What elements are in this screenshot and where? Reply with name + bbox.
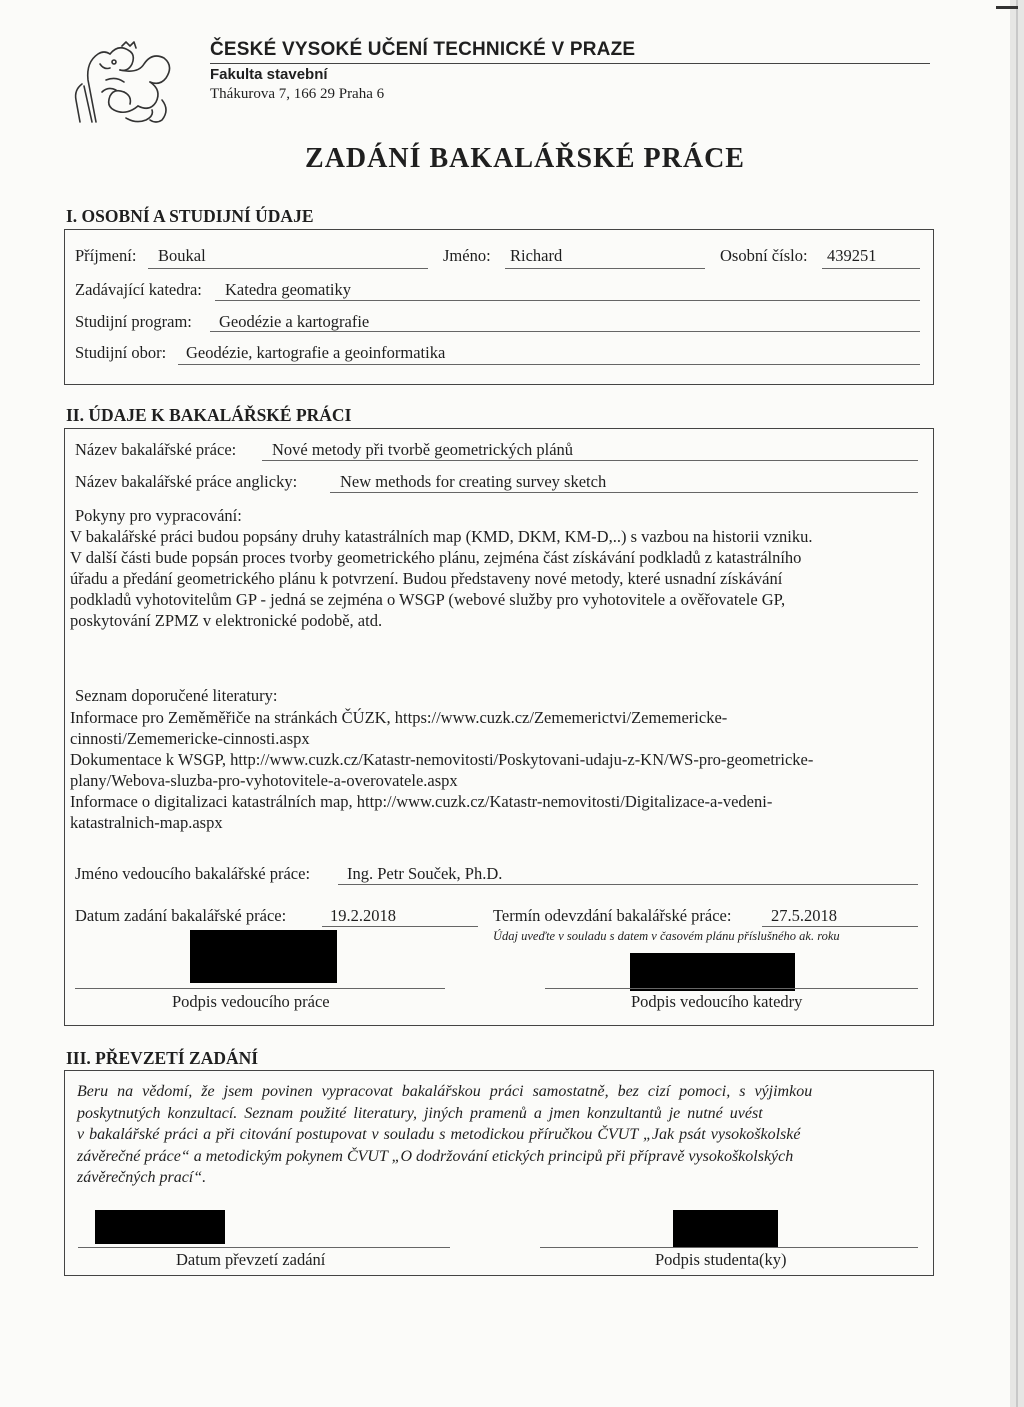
document-title: ZADÁNÍ BAKALÁŘSKÉ PRÁCE xyxy=(305,143,745,174)
faculty-name: Fakulta stavební xyxy=(210,66,328,83)
header-rule xyxy=(210,63,930,64)
literature-list xyxy=(70,707,930,833)
redacted-student-signature xyxy=(673,1210,778,1248)
literature-line: Informace pro Zeměměřiče na stránkách ČÚZK, https://www.cuzk.cz/Zememerictvi/Zememericke- xyxy=(70,708,728,727)
section3-heading: III. PŘEVZETÍ ZADÁNÍ xyxy=(66,1048,259,1068)
declaration-text xyxy=(77,1081,917,1189)
department-label: Zadávající katedra: xyxy=(75,280,202,299)
instructions-text xyxy=(70,526,930,631)
declaration-line: Beru na vědomí, že jsem povinen vypracovat bakalářskou práci samostatně, bez cizí pomoci, s výjimkou xyxy=(77,1083,813,1100)
receipt-date-line xyxy=(78,1247,450,1248)
declaration-line: závěrečné práce“ a metodickým pokynem ČVUT „O dodržování etických principů při přípravě vysokoškolských xyxy=(77,1147,794,1165)
study-field-line xyxy=(178,364,920,365)
name-label: Jméno: xyxy=(443,246,491,265)
supervisor-label: Jméno vedoucího bakalářské práce: xyxy=(75,864,311,883)
instructions-line: poskytování ZPMZ v elektronické podobě, atd. xyxy=(70,611,383,630)
scan-edge-mark xyxy=(996,6,1018,9)
section1-heading: I. OSOBNÍ A STUDIJNÍ ÚDAJE xyxy=(66,206,314,226)
declaration-line: poskytnutých konzultací. Seznam použité literatury, jiných pramenů a jmen konzultantů je nutné uvést xyxy=(77,1104,763,1122)
thesis-title-label: Název bakalářské práce: xyxy=(75,440,237,459)
study-program-label: Studijní program: xyxy=(75,312,192,331)
supervisor-value: Ing. Petr Souček, Ph.D. xyxy=(347,864,503,883)
declaration-line: závěrečných prací“. xyxy=(77,1169,207,1186)
surname-label: Příjmení: xyxy=(75,246,137,265)
personal-id-label: Osobní číslo: xyxy=(720,246,808,265)
thesis-title-en-line xyxy=(330,492,918,493)
study-field-label: Studijní obor: xyxy=(75,343,167,362)
name-line xyxy=(505,268,705,269)
department-line xyxy=(215,300,920,301)
student-signature-line xyxy=(540,1247,918,1248)
due-date-value: 27.5.2018 xyxy=(771,906,837,925)
department-value: Katedra geomatiky xyxy=(225,280,351,299)
study-program-line xyxy=(210,331,920,332)
due-date-label: Termín odevzdání bakalářské práce: xyxy=(493,906,732,925)
cvut-lion-logo xyxy=(66,40,178,126)
surname-value: Boukal xyxy=(158,246,206,265)
redacted-supervisor-signature xyxy=(190,930,337,983)
literature-line: katastralnich-map.aspx xyxy=(70,813,223,832)
supervisor-signature-line xyxy=(75,988,445,989)
faculty-address: Thákurova 7, 166 29 Praha 6 xyxy=(210,86,385,102)
study-program-value: Geodézie a kartografie xyxy=(219,312,370,331)
declaration-line: v bakalářské práci a při citování postupovat v souladu s metodickou příručkou ČVUT „Jak psát vysokoškolské xyxy=(77,1126,801,1143)
literature-line: Dokumentace k WSGP, http://www.cuzk.cz/Katastr-nemovitosti/Poskytovani-udaju-z-KN/WS-pro-geometricke- xyxy=(70,750,814,769)
redacted-head-signature xyxy=(630,953,795,991)
thesis-title-line xyxy=(262,460,918,461)
assign-date-label: Datum zadání bakalářské práce: xyxy=(75,906,287,925)
student-signature-caption: Podpis studenta(ky) xyxy=(655,1250,787,1269)
literature-line: Informace o digitalizaci katastrálních map, http://www.cuzk.cz/Katastr-nemovitosti/Digitalizace-a-vedeni- xyxy=(70,792,773,811)
study-field-value: Geodézie, kartografie a geoinformatika xyxy=(186,343,446,362)
head-signature-caption: Podpis vedoucího katedry xyxy=(631,992,803,1011)
university-name: ČESKÉ VYSOKÉ UČENÍ TECHNICKÉ V PRAZE xyxy=(210,39,636,60)
thesis-title-en-value: New methods for creating survey sketch xyxy=(340,472,607,491)
instructions-line: úřadu a předání geometrického plánu k potvrzení. Budou představeny nové metody, které usnadní získávání xyxy=(70,569,783,588)
due-date-line xyxy=(762,926,918,927)
personal-id-line xyxy=(822,268,920,269)
surname-line xyxy=(148,268,428,269)
instructions-line: podkladů vyhotovitelům GP - jedná se zejména o WSGP (webové služby pro vyhotovitele a ověřovatele GP, xyxy=(70,590,786,609)
head-signature-line xyxy=(545,988,918,989)
section2-heading: II. ÚDAJE K BAKALÁŘSKÉ PRÁCI xyxy=(66,405,352,425)
literature-label: Seznam doporučené literatury: xyxy=(75,686,278,705)
scan-edge-line xyxy=(1016,0,1018,1407)
receipt-date-caption: Datum převzetí zadání xyxy=(176,1250,326,1269)
redacted-receipt-date xyxy=(95,1210,225,1244)
supervisor-signature-caption: Podpis vedoucího práce xyxy=(172,992,330,1011)
literature-line: plany/Webova-sluzba-pro-vyhotovitele-a-overovatele.aspx xyxy=(70,771,458,790)
assign-date-line xyxy=(322,926,478,927)
instructions-line: V další části bude popsán proces tvorby geometrického plánu, zejména část získávání podkladů z katastrálního xyxy=(70,548,802,567)
thesis-title-value: Nové metody při tvorbě geometrických plánů xyxy=(272,440,574,459)
personal-id-value: 439251 xyxy=(827,246,877,265)
assign-date-value: 19.2.2018 xyxy=(330,906,396,925)
name-value: Richard xyxy=(510,246,563,265)
literature-line: cinnosti/Zememericke-cinnosti.aspx xyxy=(70,729,310,748)
instructions-line: V bakalářské práci budou popsány druhy katastrálních map (KMD, DKM, KM-D,..) s vazbou na historii vzniku. xyxy=(70,527,813,546)
thesis-title-en-label: Název bakalářské práce anglicky: xyxy=(75,472,298,491)
supervisor-line xyxy=(338,884,918,885)
due-date-note: Údaj uveďte v souladu s datem v časovém plánu příslušného ak. roku xyxy=(493,929,840,943)
instructions-label: Pokyny pro vypracování: xyxy=(75,506,242,525)
